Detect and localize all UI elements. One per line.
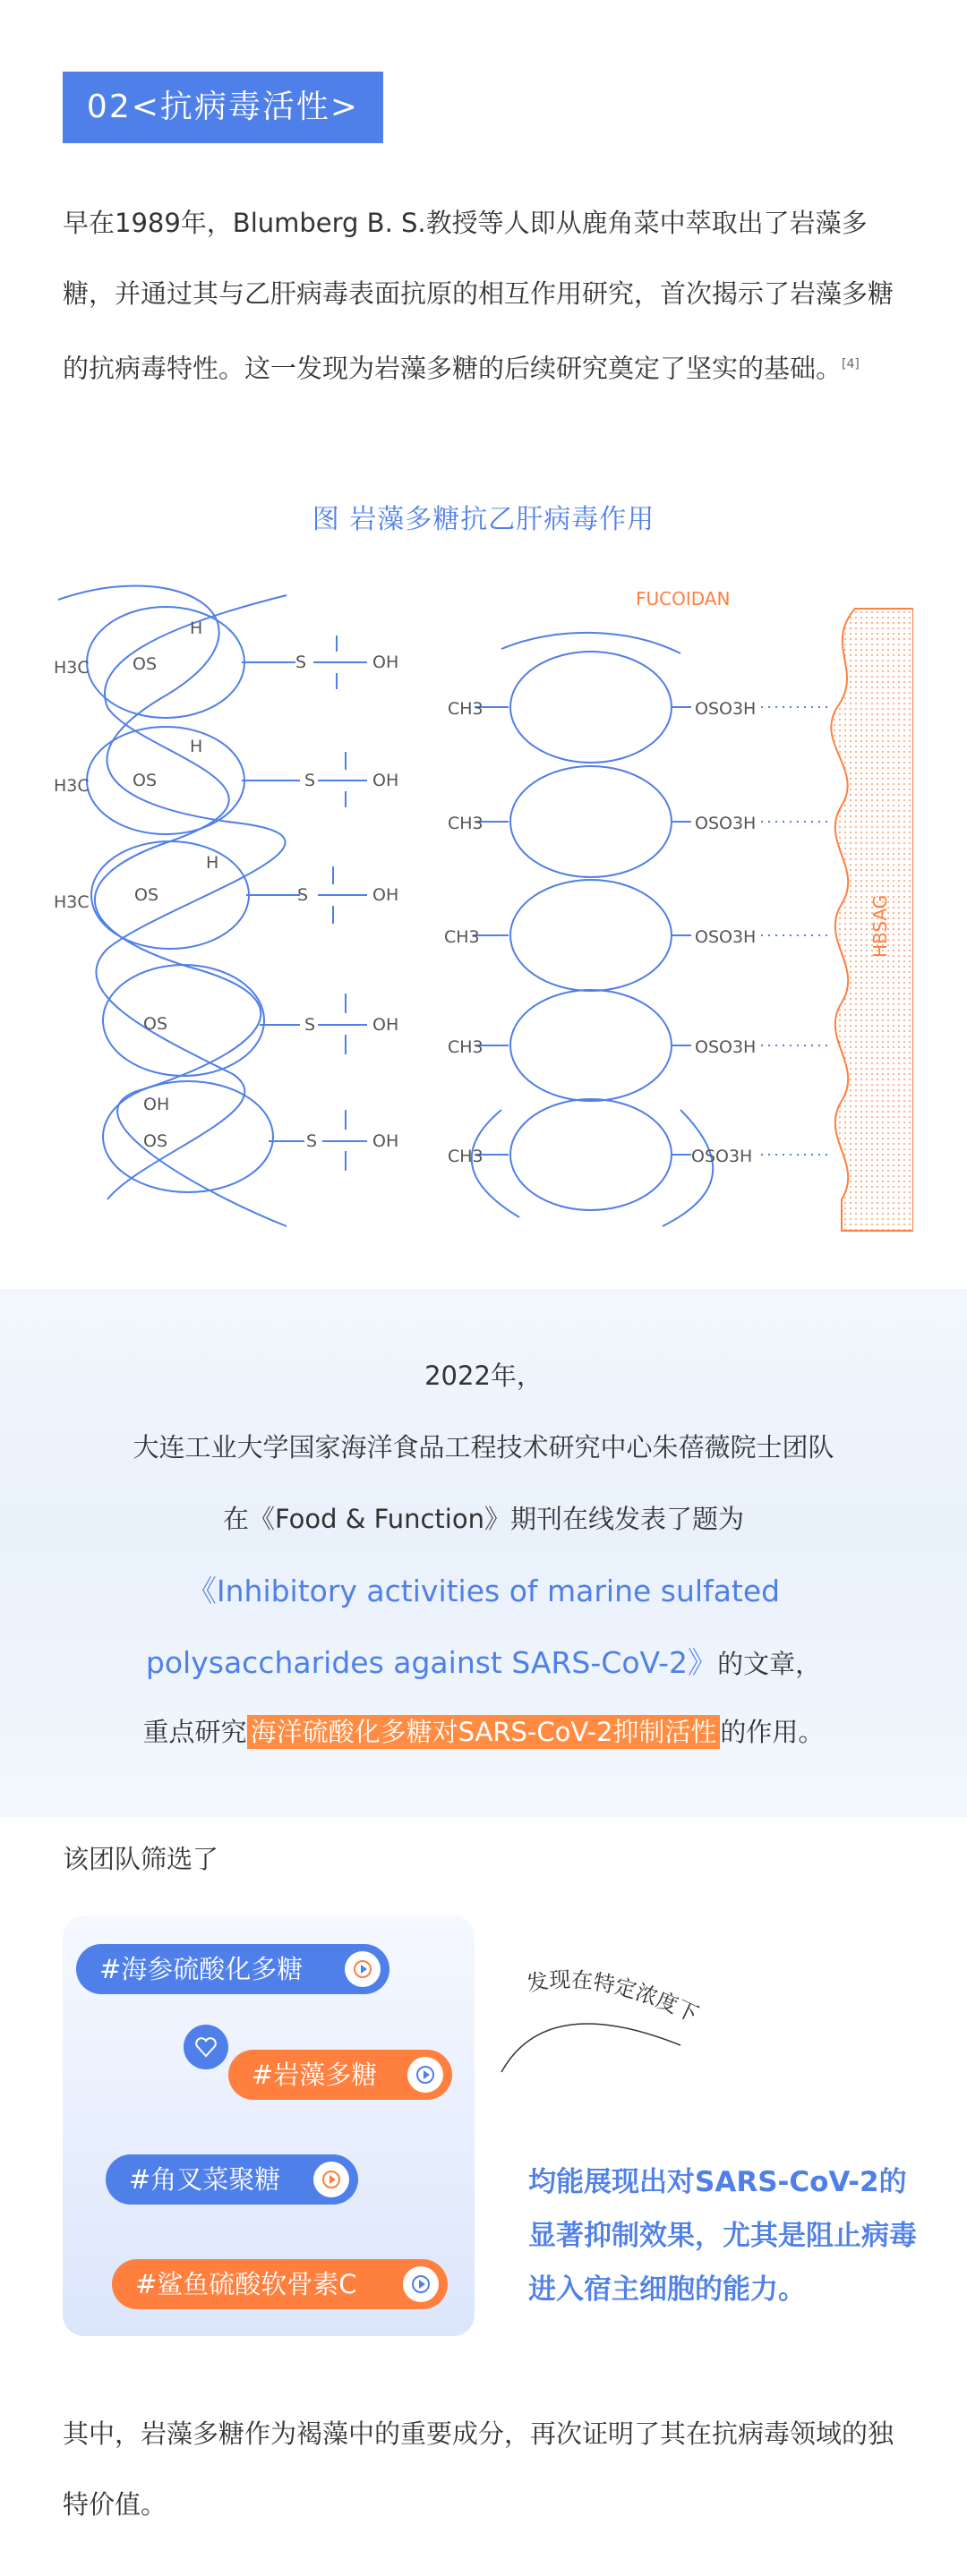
h3c-label-2: H3C bbox=[54, 776, 90, 796]
os-label-5: OS bbox=[143, 1131, 168, 1151]
oso3h-label-5: OSO3H bbox=[691, 1147, 753, 1166]
item-carrageenan bbox=[106, 2154, 358, 2205]
conclusion-paragraph: 其中，岩藻多糖作为褐藻中的重要成分，再次证明了其在抗病毒领域的独特价值。 bbox=[63, 2418, 894, 2520]
heart-hand-icon bbox=[184, 2025, 228, 2069]
os-label-2: OS bbox=[133, 771, 158, 790]
s-label-2: S bbox=[304, 771, 316, 790]
paper-title-line2-wrap bbox=[0, 1640, 967, 1682]
fucoidan-hbsag-diagram bbox=[54, 573, 913, 1235]
play-icon bbox=[313, 2162, 349, 2197]
arc-annotation bbox=[492, 1965, 725, 2081]
s-label-3: S bbox=[297, 885, 309, 905]
os-label-1: OS bbox=[133, 654, 158, 674]
play-icon bbox=[407, 2057, 443, 2093]
item-label: #鲨鱼硫酸软骨素C bbox=[135, 2269, 357, 2299]
paper-title-line2: polysaccharides against SARS-CoV-2》 bbox=[145, 1645, 718, 1680]
news-journal: 在《Food & Function》期刊在线发表了题为 bbox=[223, 1504, 744, 1534]
s-label-4: S bbox=[304, 1015, 316, 1035]
screen-lead: 该团队筛选了 bbox=[63, 1844, 219, 1874]
h-label-2: H bbox=[190, 737, 203, 756]
oso3h-label-3: OSO3H bbox=[695, 927, 757, 947]
s-label-1: S bbox=[295, 653, 307, 672]
oso3h-label-4: OSO3H bbox=[695, 1037, 757, 1057]
hbsag-label: HBSAG bbox=[869, 894, 891, 958]
focus-line bbox=[0, 1712, 967, 1749]
paper-title-line1: 《Inhibitory activities of marine sulfated bbox=[186, 1574, 781, 1608]
screen-result: 均能展现出对SARS-CoV-2的显著抑制效果，尤其是阻止病毒进入宿主细胞的能力。 bbox=[528, 2166, 917, 2306]
oh-ring-label: OH bbox=[143, 1095, 170, 1114]
oh-label-3: OH bbox=[372, 885, 399, 905]
intro-paragraph bbox=[63, 188, 904, 405]
h-label-1: H bbox=[190, 618, 203, 638]
h3c-label-3: H3C bbox=[54, 892, 90, 912]
item-label: #海参硫酸化多糖 bbox=[99, 1954, 304, 1984]
oso3h-label-1: OSO3H bbox=[695, 699, 757, 719]
intro-text: 早在1989年，Blumberg B. S.教授等人即从鹿角菜中萃取出了岩藻多糖，并通过其与乙肝病毒表面抗原的相互作用研究，首次揭示了岩藻多糖的抗病毒特性。这一发现为岩藻多糖的后续研究奠定了坚实的基础。 bbox=[63, 208, 894, 384]
focus-suffix: 的作用。 bbox=[720, 1717, 825, 1747]
paper-suffix: 的文章， bbox=[717, 1649, 822, 1679]
h3c-label-1: H3C bbox=[54, 658, 90, 678]
oso3h-label-2: OSO3H bbox=[695, 814, 757, 833]
play-icon bbox=[403, 2266, 439, 2302]
figure-caption: 图 岩藻多糖抗乙肝病毒作用 bbox=[312, 504, 655, 535]
s-label-5: S bbox=[306, 1131, 318, 1151]
oh-label-1: OH bbox=[372, 653, 399, 672]
play-icon bbox=[345, 1951, 381, 1987]
item-sea-cucumber bbox=[76, 1944, 389, 1994]
fucoidan-label: FUCOIDAN bbox=[636, 588, 731, 610]
item-label: #角叉菜聚糖 bbox=[129, 2164, 281, 2195]
ch3-label-3: CH3 bbox=[444, 927, 480, 947]
intro-reference: [4] bbox=[842, 357, 860, 371]
focus-prefix: 重点研究 bbox=[142, 1717, 247, 1747]
ch3-label-2: CH3 bbox=[448, 814, 484, 833]
ch3-label-1: CH3 bbox=[448, 699, 484, 719]
left-helix-strand-b bbox=[95, 595, 287, 1226]
focus-highlight: 海洋硫酸化多糖对SARS-CoV-2抑制活性 bbox=[247, 1715, 721, 1749]
ch3-label-4: CH3 bbox=[448, 1037, 484, 1057]
news-year: 2022年， bbox=[424, 1361, 543, 1391]
oh-label-4: OH bbox=[372, 1015, 399, 1035]
oh-label-5: OH bbox=[372, 1131, 399, 1151]
arc-text: 发现在特定浓度下 bbox=[525, 1966, 703, 2028]
item-label: #岩藻多糖 bbox=[252, 2060, 378, 2090]
item-fucoidan bbox=[228, 2050, 452, 2100]
section-title: 02<抗病毒活性> bbox=[63, 72, 383, 143]
svg-text:发现在特定浓度下 bbox=[525, 1967, 702, 2027]
item-chondroitin bbox=[112, 2259, 448, 2309]
os-label-3: OS bbox=[134, 885, 159, 905]
oh-label-2: OH bbox=[372, 771, 399, 790]
os-label-4: OS bbox=[143, 1014, 168, 1034]
h-label-3: H bbox=[206, 853, 219, 873]
ch3-label-5: CH3 bbox=[448, 1147, 484, 1166]
news-team: 大连工业大学国家海洋食品工程技术研究中心朱蓓薇院士团队 bbox=[133, 1432, 834, 1463]
